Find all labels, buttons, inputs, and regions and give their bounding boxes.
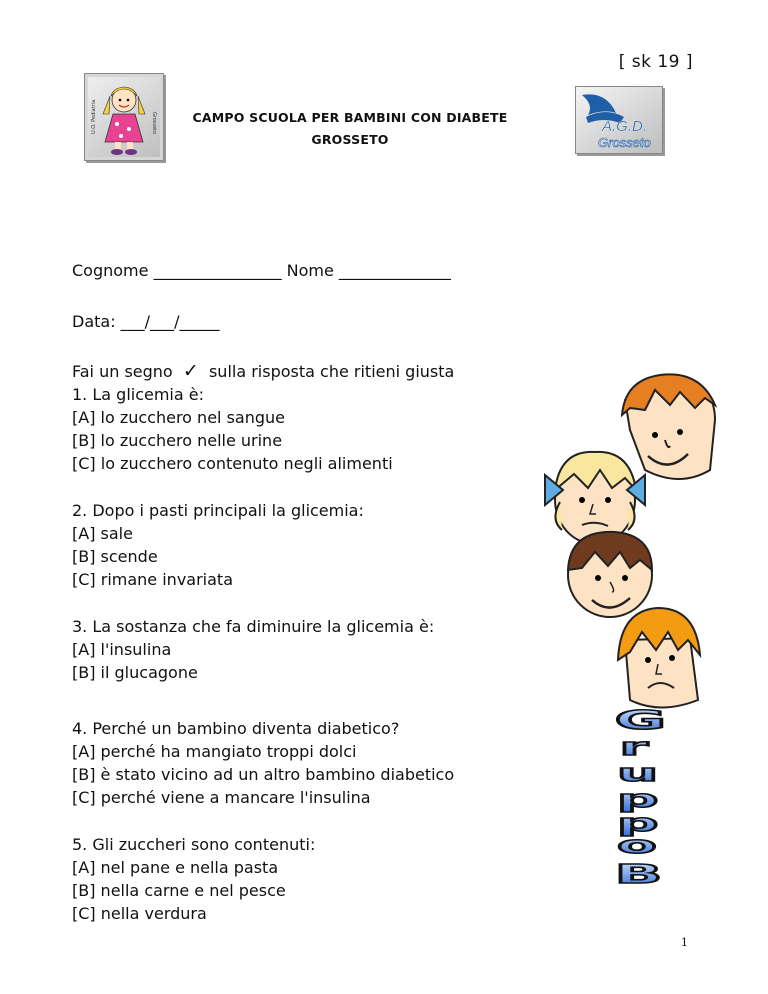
answer-2b[interactable]: [B] scende (72, 547, 158, 566)
name-surname-field[interactable]: Cognome ________________ Nome ______________ (72, 261, 451, 280)
answer-4b[interactable]: [B] è stato vicino ad un altro bambino diabetico (72, 765, 455, 784)
gruppo-letter-b: B (614, 859, 663, 885)
agd-dove-logo (576, 87, 662, 153)
svg-text:U.O. Pediatria: U.O. Pediatria (91, 99, 97, 134)
answer-2a[interactable]: [A] sale (72, 524, 133, 543)
title-line-1: CAMPO SCUOLA PER BAMBINI CON DIABETE (192, 110, 508, 125)
answer-5c[interactable]: [C] nella verdura (72, 904, 207, 923)
instruction-after: sulla risposta che ritieni giusta (208, 362, 455, 381)
girl-face-icon (545, 452, 645, 544)
boy-face-icon (622, 374, 715, 479)
question-3: 3. La sostanza che fa diminuire la glicemia è: (72, 617, 435, 636)
answer-1c[interactable]: [C] lo zucchero contenuto negli alimenti (72, 454, 393, 473)
svg-text:Grosseto: Grosseto (598, 135, 651, 150)
gruppo-letter-g: G (614, 705, 667, 736)
girl-illustration (85, 74, 163, 160)
answer-4a[interactable]: [A] perché ha mangiato troppi dolci (72, 742, 357, 761)
gruppo-letter-p1: p (617, 785, 659, 813)
brown-hair-boy-face-icon (568, 532, 652, 617)
gruppo-letter-o: o (617, 831, 657, 859)
answer-3a[interactable]: [A] l'insulina (72, 640, 172, 659)
svg-text:A.G.D.: A.G.D. (602, 118, 648, 135)
answer-5b[interactable]: [B] nella carne e nel pesce (72, 881, 286, 900)
answer-2c[interactable]: [C] rimane invariata (72, 570, 233, 589)
question-2: 2. Dopo i pasti principali la glicemia: (72, 501, 364, 520)
svg-text:Grosseto: Grosseto (151, 112, 157, 135)
answer-1b[interactable]: [B] lo zucchero nelle urine (72, 431, 283, 450)
checkmark-icon: ✓ (182, 360, 199, 382)
answer-3b[interactable]: [B] il glucagone (72, 663, 198, 682)
document-reference: [ sk 19 ] (618, 52, 693, 72)
question-1: 1. La glicemia è: (72, 385, 204, 404)
page-number: 1 (681, 936, 688, 949)
date-field[interactable]: Data: ___/___/_____ (72, 312, 220, 331)
title-line-2: GROSSETO (311, 132, 389, 147)
agd-logo (575, 86, 663, 154)
question-5: 5. Gli zuccheri sono contenuti: (72, 835, 316, 854)
answer-1a[interactable]: [A] lo zucchero nel sangue (72, 408, 285, 427)
group-label (610, 705, 700, 885)
ginger-boy-face-icon (618, 608, 700, 708)
instruction-before: Fai un segno (72, 362, 173, 381)
pediatrics-logo (84, 73, 164, 161)
answer-4c[interactable]: [C] perché viene a mancare l'insulina (72, 788, 371, 807)
gruppo-letter-p2: p (617, 809, 659, 837)
document-title (160, 107, 540, 151)
instruction-text (72, 361, 454, 382)
children-faces-illustration (530, 370, 730, 710)
question-4: 4. Perché un bambino diventa diabetico? (72, 719, 400, 738)
answer-5a[interactable]: [A] nel pane e nella pasta (72, 858, 279, 877)
gruppo-letter-r: r (619, 733, 649, 761)
gruppo-letter-u: u (617, 759, 659, 787)
